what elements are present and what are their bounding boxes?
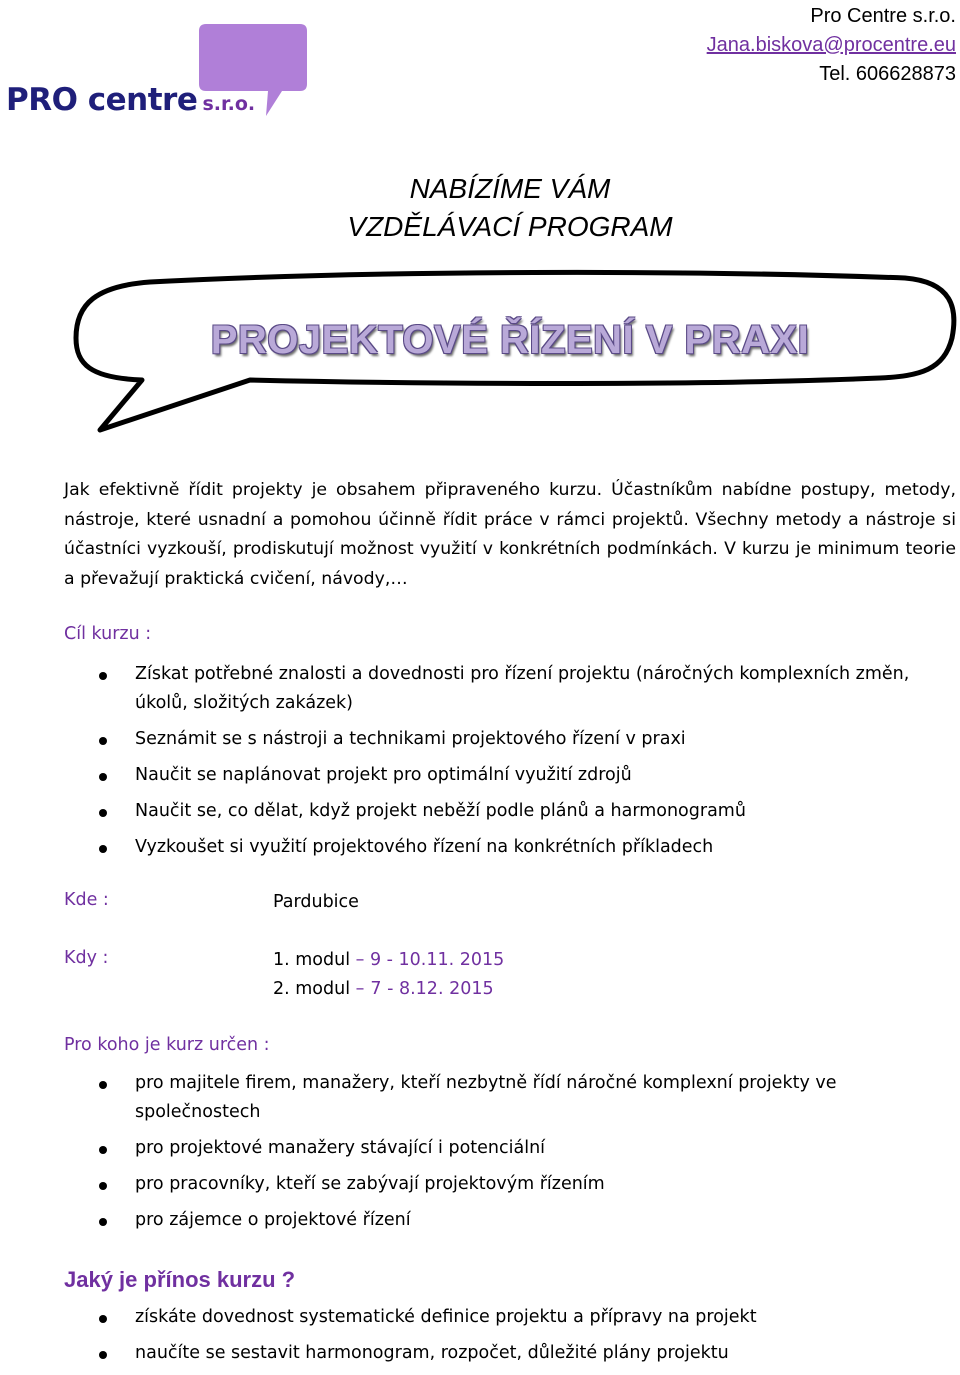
list-item: pro projektové manažery stávající i potenciální xyxy=(0,1134,955,1163)
location-value: Pardubice xyxy=(273,892,359,912)
list-item: Vyzkoušet si využití projektového řízení na konkrétních příkladech xyxy=(0,833,955,862)
bullet-icon xyxy=(99,1146,107,1154)
headline-line-2: VZDĚLÁVACÍ PROGRAM xyxy=(347,211,673,242)
list-item: Naučit se naplánovat projekt pro optimální využití zdrojů xyxy=(0,761,955,790)
bullet-icon xyxy=(99,737,107,745)
bullet-icon xyxy=(99,1315,107,1323)
logo-suffix: s.r.o. xyxy=(202,93,256,115)
list-item: Seznámit se s nástroji a technikami projektového řízení v praxi xyxy=(0,725,955,754)
list-item: Naučit se, co dělat, když projekt neběží podle plánů a harmonogramů xyxy=(0,797,955,826)
list-item: naučíte se sestavit harmonogram, rozpočet, důležité plány projektu xyxy=(0,1339,955,1368)
location-label: Kde : xyxy=(64,890,109,910)
contact-block xyxy=(707,2,956,89)
bullet-icon xyxy=(99,773,107,781)
schedule-label: Kdy : xyxy=(64,948,109,968)
benefits-list xyxy=(0,1303,955,1375)
bullet-icon xyxy=(99,672,107,680)
headline xyxy=(0,170,960,246)
company-logo xyxy=(0,20,320,130)
audience-label: Pro koho je kurz určen : xyxy=(64,1035,270,1055)
bullet-icon xyxy=(99,845,107,853)
company-name: Pro Centre s.r.o. xyxy=(810,5,956,27)
course-title: PROJEKTOVÉ ŘÍZENÍ V PRAXI xyxy=(210,318,810,362)
list-item: získáte dovednost systematické definice projektu a přípravy na projekt xyxy=(0,1303,955,1332)
goals-label: Cíl kurzu : xyxy=(64,624,152,644)
list-item: pro pracovníky, kteří se zabývají projektovým řízením xyxy=(0,1170,955,1199)
intro-paragraph: Jak efektivně řídit projekty je obsahem připraveného kurzu. Účastníkům nabídne postupy, metody, nástroje, které usnadní a pomohou účinně řídit práce v rámci projektů. Všechny metody a nástroje si účastníci vyzkouší, prodiskutují možnost využití v konkrétních podmínkách. V kurzu je minimum teorie a převažují praktická cvičení, návody,… xyxy=(64,480,956,589)
email-link[interactable]: Jana.biskova@procentre.eu xyxy=(706,34,956,56)
audience-list xyxy=(0,1069,955,1242)
list-item: Získat potřebné znalosti a dovednosti pro řízení projektu (náročných komplexních změn, úkolů, složitých zakázek) xyxy=(0,660,955,718)
goals-list xyxy=(0,660,955,869)
bullet-icon xyxy=(99,1351,107,1359)
bullet-icon xyxy=(99,1182,107,1190)
list-item: pro zájemce o projektové řízení xyxy=(0,1206,955,1235)
list-item: pro majitele firem, manažery, kteří nezbytně řídí náročné komplexní projekty ve společnostech xyxy=(0,1069,955,1127)
bullet-icon xyxy=(99,1218,107,1226)
headline-line-1: NABÍZÍME VÁM xyxy=(409,173,611,204)
schedule-module-1: 1. modul – 9 - 10.11. 2015 xyxy=(273,950,505,970)
benefits-heading: Jaký je přínos kurzu ? xyxy=(64,1267,296,1292)
bullet-icon xyxy=(99,809,107,817)
phone-number: Tel. 606628873 xyxy=(819,63,956,85)
bullet-icon xyxy=(99,1081,107,1089)
logo-text: PRO centre xyxy=(6,82,198,118)
schedule-module-2: 2. modul – 7 - 8.12. 2015 xyxy=(273,979,494,999)
